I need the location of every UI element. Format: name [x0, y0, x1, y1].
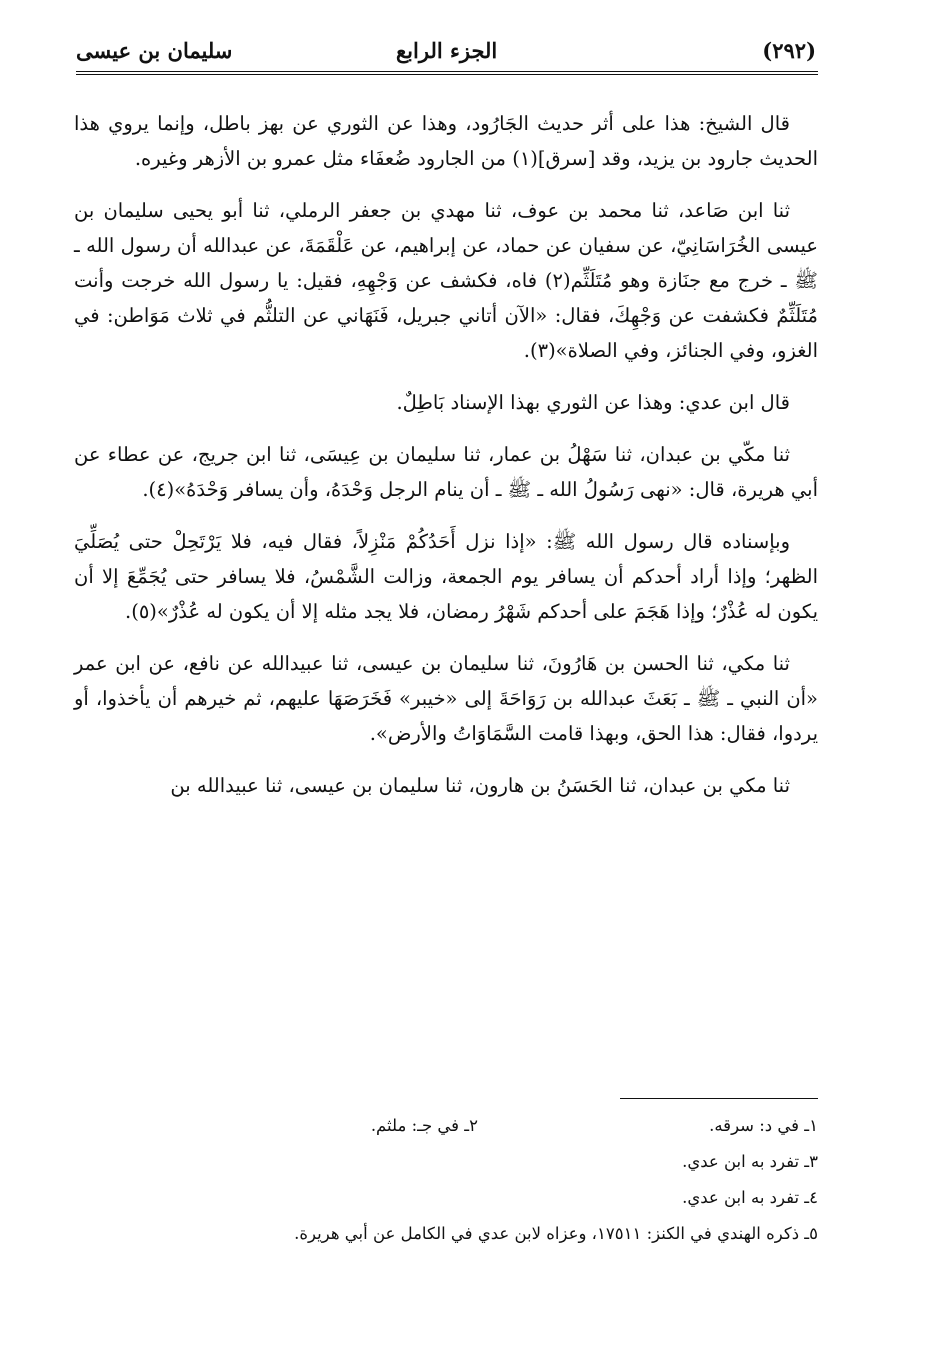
footnote-row — [74, 1224, 818, 1260]
page-header — [76, 32, 816, 72]
paragraph: ثنا مكي، ثنا الحسن بن هَارُونَ، ثنا سليمان بن عيسى، ثنا عبيدالله عن نافع، عن ابن عمر «أن النبي ـ ﷺ ـ بَعَثَ عبدالله بن رَوَاحَةَ إلى «خيبر» فَخَرَصَهَا عليهم، ثم خيرهم أن يأخذوا، أو يردوا، فقال: هذا الحق، وبهذا قامت السَّمَاوَاتُ والأرض». — [74, 652, 818, 745]
page-number: (٢٩٢) — [762, 38, 816, 63]
running-head-name: سليمان بن عيسى — [76, 38, 233, 63]
main-text — [74, 100, 818, 820]
footnote-row — [74, 1152, 818, 1188]
volume-title: الجزء الرابع — [396, 38, 498, 63]
paragraph: قال ابن عدي: وهذا عن الثوري بهذا الإسناد بَاطِلٌ. — [396, 391, 790, 414]
footnotes — [74, 1116, 818, 1260]
header-rule — [76, 71, 818, 75]
footnote-rule — [620, 1098, 818, 1099]
footnote-4: ٤ـ تفرد به ابن عدي. — [682, 1188, 818, 1207]
footnote-3: ٣ـ تفرد به ابن عدي. — [682, 1152, 818, 1171]
footnote-5: ٥ـ ذكره الهندي في الكنز: ١٧٥١١، وعزاه لابن عدي في الكامل عن أبي هريرة. — [294, 1224, 818, 1243]
footnote-row — [74, 1116, 818, 1152]
paragraph: وبإسناده قال رسول الله ﷺ: «إذا نزل أَحَدُكُمْ مَنْزِلاً، فقال فيه، فلا يَرْتَحِلْ حتى يُصَلِّيَ الظهر؛ وإذا أراد أحدكم أن يسافر يوم الجمعة، وزالت الشَّمْسُ، فلا يسافر حتى يُجَمِّعَ إلا أن يكون له عُذْرٌ؛ وإذا هَجَمَ على أحدكم شَهْرُ رمضان، فلا يجد مثله إلا أن يكون له عُذْرٌ»(٥). — [74, 530, 818, 623]
paragraph: ثنا مكي بن عبدان، ثنا الحَسَنُ بن هارون، ثنا سليمان بن عيسى، ثنا عبيدالله بن — [170, 774, 790, 797]
footnote-2: ٢ـ في جـ: ملثم. — [370, 1116, 478, 1135]
footnote-row — [74, 1188, 818, 1224]
paragraph: ثنا ابن صَاعد، ثنا محمد بن عوف، ثنا مهدي بن جعفر الرملي، ثنا أبو يحيى سليمان بن عيسى الخُرَاسَانِيّ، عن سفيان عن حماد، عن إبراهيم، عن عَلْقَمَةَ، عن عبدالله أن رسول الله ـ ﷺ ـ خرج مع جنَازة وهو مُتَلَثِّم(٢) فاه، فكشف عن وَجْهِهِ، فقيل: يا رسول الله خرجت وأنت مُتَلَثِّمٌ فكشفت عن وَجْهِكَ، فقال: «الآن أتاني جبريل، فَنَهَاني عن التلثُّم في ثلاث مَوَاطن: في الغزو، وفي الجنائز، وفي الصلاة»(٣). — [74, 199, 818, 362]
footnote-1: ١ـ في د: سرقه. — [709, 1116, 818, 1135]
paragraph: ثنا مكّي بن عبدان، ثنا سَهْلُ بن عمار، ثنا سليمان بن عِيسَى، ثنا ابن جريج، عن عطاء عن أبي هريرة، قال: «نهى رَسُولُ الله ـ ﷺ ـ أن ينام الرجل وَحْدَهُ، وأن يسافر وَحْدَهُ»(٤). — [74, 443, 818, 501]
paragraph: قال الشيخ: هذا على أثر حديث الجَارُود، وهذا عن الثوري عن بهز باطل، وإنما يروي هذا الحديث جارود بن يزيد، وقد [سرق](١) من الجارود ضُعفَاء مثل عمرو بن الأزهر وغيره. — [74, 112, 818, 170]
